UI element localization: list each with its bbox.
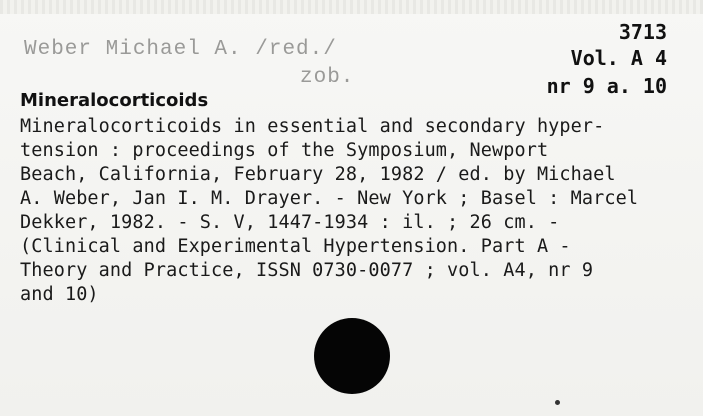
shelf-number: 3713 (618, 20, 667, 44)
shelf-volume: Vol. A 4 (570, 46, 667, 70)
body-line: and 10) (20, 284, 99, 305)
body-line: Beach, California, February 28, 1982 / ed. by Michael (20, 164, 616, 185)
punch-hole (314, 318, 390, 394)
card-heading: Mineralocorticoids (20, 90, 209, 111)
body-line: Mineralocorticoids in essential and secondary hyper- (20, 116, 605, 137)
author-stamp: Weber Michael A. /red./ (24, 38, 337, 61)
body-line: A. Weber, Jan I. M. Drayer. - New York ; Basel : Marcel (20, 188, 639, 209)
ink-speck (555, 400, 560, 405)
shelf-issue: nr 9 a. 10 (546, 74, 667, 98)
zob-stamp: zob. (300, 66, 355, 89)
body-line: Dekker, 1982. - S. V, 1447-1934 : il. ; 26 cm. - (20, 212, 560, 233)
body-line: tension : proceedings of the Symposium, Newport (20, 140, 549, 161)
card-top-edge (0, 0, 703, 14)
body-line: Theory and Practice, ISSN 0730-0077 ; vol. A4, nr 9 (20, 260, 594, 281)
body-line: (Clinical and Experimental Hypertension. Part A - (20, 236, 571, 257)
